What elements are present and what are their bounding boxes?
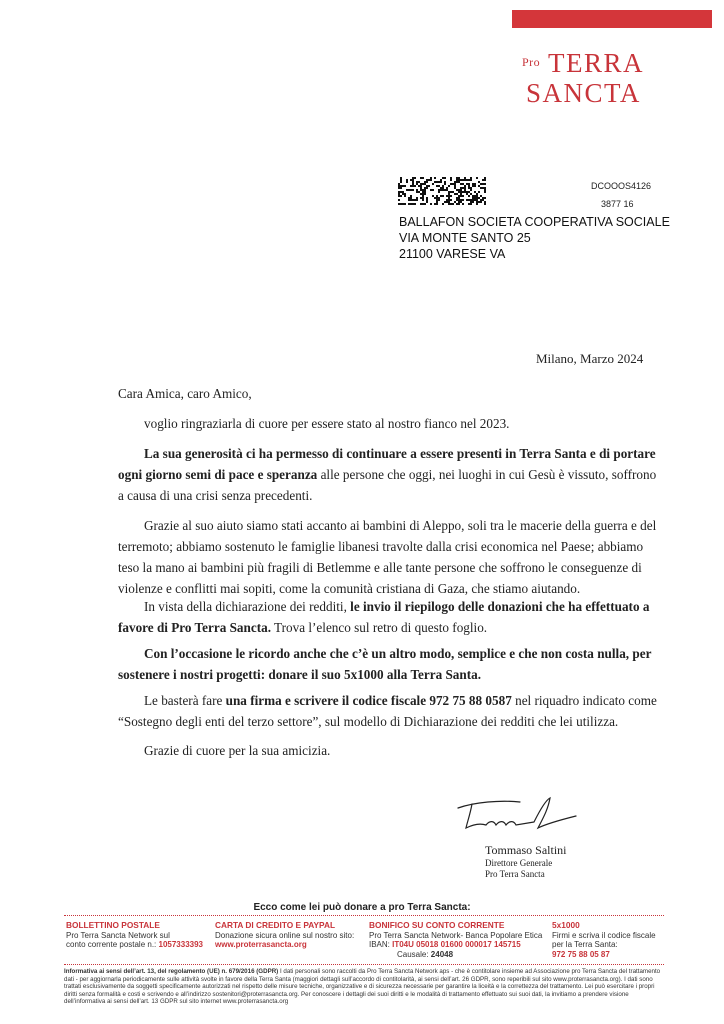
iban-value: IT04U 05018 01600 000017 145715 [392, 940, 521, 949]
five-line: Firmi e scriva il codice fiscale [552, 930, 656, 940]
closing: Grazie di cuore per la sua amicizia. [144, 743, 331, 758]
privacy-text: I dati personali sono raccolti da Pro Terra Sancta Network aps - che è contitolare insieme ad Associazione pro Terra Sancta del trattamento dati - per aggiornarla periodicamente sulle attività svolte in favore della Terra Santa (maggiori dettagli sull’accordo di contitolarità, ai sensi dell’art. 26 GDPR, sono reperibili sul sito www.proterrasancta.org). I dati sono trattati esclusivamente da soggetti specificamente autorizzati nel rispetto delle misure tecniche, organizzative e di sicurezza necessarie per garantire la liceità e la correttezza del trattamento. Lei può esercitare i propri diritti senza formalità e costi e scrivendo e all’indirizzo sostenitori@proterrasancta.org. Per conoscere i dettagli dei suoi diritti e le modalità di trattamento effettuato sui suoi dati, la invitiamo a prendere visione dell’informativa ai sensi dell’art. 13 GDPR sul sito internet www.proterrasancta.org [64, 968, 661, 1006]
paragraph-5x1000: Con l’occasione le ricordo anche che c’è un altro modo, semplice e che non costa nulla, per sostenere i nostri progetti: donare il suo 5x1000 alla Terra Santa. [118, 646, 652, 682]
dotted-divider [64, 915, 664, 916]
card-line: Donazione sicura online sul nostro sito: [215, 930, 355, 940]
thanks-paragraph: voglio ringraziarla di cuore per essere stato al nostro fianco nel 2023. [144, 416, 510, 431]
paragraph-aid: Grazie al suo aiuto siamo stati accanto ai bambini di Aleppo, soli tra le macerie della guerra e del terremoto; abbiamo sostenuto le famiglie libanesi travolte dalla crisi economica nel Paese; abbiamo teso la mano ai bambini più fragili di Betlemme e alle tante persone che soffrono le conseguenze di violenze e conflitti mai sopiti, come la comunità cristiana di Gaza, che stiamo aiutando. [118, 518, 657, 596]
bulletin-heading: BOLLETTINO POSTALE [66, 920, 160, 930]
website-link[interactable]: www.proterrasancta.org [215, 940, 307, 949]
bold-text: La sua generosità ci ha permesso di continuare a essere presenti in Terra Santa e di portare ogni giorno semi di pace e speranza [118, 446, 656, 482]
postal-account: 1057333393 [158, 940, 203, 949]
bank-heading: BONIFICO SU CONTO CORRENTE [369, 920, 505, 930]
logo-pro: Pro [522, 55, 541, 69]
address-line: VIA MONTE SANTO 25 [399, 231, 531, 245]
address-line: 21100 VARESE VA [399, 247, 506, 261]
signer-role: Direttore Generale [485, 858, 553, 868]
recipient-address [399, 214, 670, 262]
fiscal-code: 972 75 88 05 87 [552, 949, 610, 959]
causale-value: 24048 [430, 949, 454, 959]
credit-card-info [215, 921, 354, 950]
bold-text: le invio il riepilogo delle donazioni che ha effettuato a favore di Pro Terra Sancta. [118, 599, 650, 635]
brand-color-bar [512, 10, 712, 28]
text: Le basterà fare [144, 693, 226, 708]
bank-transfer-info [369, 921, 542, 959]
bulletin-line: Pro Terra Sancta Network sul [66, 930, 170, 940]
handwritten-signature [450, 790, 580, 840]
text: Trova l’elenco sul retro di questo foglio. [271, 620, 488, 635]
paragraph-generosity [118, 443, 658, 506]
signer-org: Pro Terra Sancta [485, 869, 545, 879]
iban-label: IBAN: [369, 940, 393, 949]
text: alle persone che oggi, nei luoghi in cui Gesù è vissuto, soffrono a causa di una crisi senza precedenti. [118, 467, 657, 503]
signer-name: Tommaso Saltini [485, 843, 567, 857]
datamatrix-barcode [398, 177, 486, 205]
card-heading: CARTA DI CREDITO E PAYPAL [215, 920, 336, 930]
logo-sancta: SANCTA [526, 78, 641, 108]
donate-title: Ecco come lei può donare a pro Terra Sancta: [253, 902, 471, 913]
five-heading: 5x1000 [552, 920, 580, 930]
paragraph-tax-summary [118, 596, 658, 638]
causale-label: Causale: [397, 949, 431, 959]
letter-date: Milano, Marzo 2024 [536, 351, 644, 366]
pro-terra-sancta-logo [518, 46, 658, 116]
five-per-thousand-info [552, 921, 656, 959]
text: nel riquadro indicato come “Sostegno degli enti del terzo settore”, sul modello di Dichiarazione dei redditi che lei utilizza. [118, 693, 657, 729]
privacy-notice [64, 968, 664, 1006]
bold-text: una firma e scrivere il codice fiscale 972 75 88 0587 [225, 693, 512, 708]
paragraph-fiscal-code [118, 690, 658, 732]
address-line: BALLAFON SOCIETA COOPERATIVA SOCIALE [399, 215, 670, 229]
text: In vista della dichiarazione dei redditi, [144, 599, 351, 614]
logo-terra: TERRA [548, 48, 645, 78]
signer-block [485, 843, 567, 880]
number-code: 3877 16 [601, 199, 634, 209]
greeting: Cara Amica, caro Amico, [118, 386, 252, 401]
bulletin-line: conto corrente postale n.: [66, 940, 159, 949]
five-line: per la Terra Santa: [552, 940, 618, 949]
document-code: DCOOOS4126 [591, 181, 652, 191]
privacy-heading: Informativa ai sensi dell’art. 13, del regolamento (UE) n. 679/2016 (GDPR) [64, 968, 279, 975]
postal-bulletin-info [66, 921, 203, 950]
bank-line: Pro Terra Sancta Network- Banca Popolare Etica [369, 930, 543, 940]
dotted-divider [64, 964, 664, 965]
